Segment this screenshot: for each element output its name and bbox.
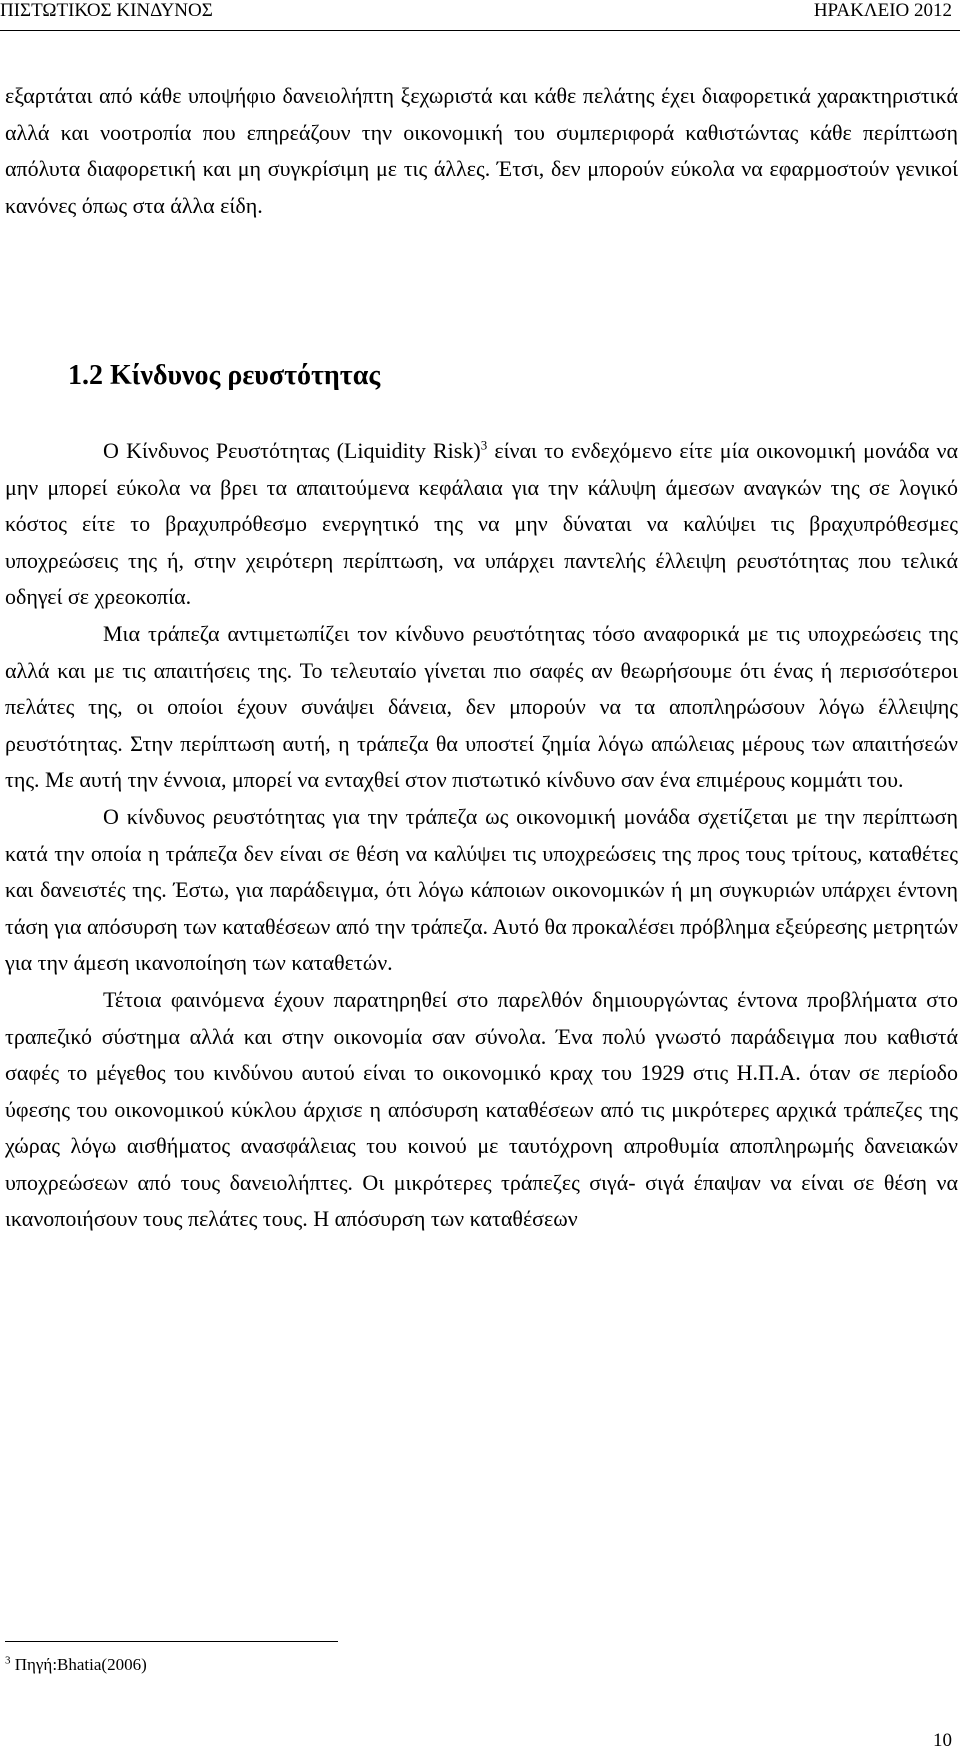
header-place-year: ΗΡΑΚΛΕΙΟ 2012 xyxy=(813,0,952,21)
intro-paragraph: εξαρτάται από κάθε υποψήφιο δανειολήπτη ξεχωριστά και κάθε πελάτης έχει διαφορετικά χαρακτηριστικά αλλά και νοοτροπία που επηρεάζουν την οικονομική του συμπεριφορά καθιστώντας κάθε περίπτωση απόλυτα διαφορετική και μη συγκρίσιμη με τις άλλες. Έτσι, δεν μπορούν εύκολα να εφαρμοστούν γενικοί κανόνες όπως στα άλλα είδη. xyxy=(5,83,958,218)
page-number: 10 xyxy=(933,1730,952,1751)
paragraph-1-start: Ο Κίνδυνος Ρευστότητας (Liquidity Risk) xyxy=(103,438,481,463)
paragraph-1-rest: είναι το ενδεχόμενο είτε μία οικονομική μονάδα να μην μπορεί εύκολα να βρει τα απαιτούμενα κεφάλαια για την κάλυψη άμεσων αναγκών της σε λογικό κόστος είτε το βραχυπρόθεσμο ενεργητικό της να μην δύναται να καλύψει τις βραχυπρόθεσμες υποχρεώσεις της ή, στην χειρότερη περίπτωση, να υπάρχει παντελής έλλειψη ρευστότητας που τελικά οδηγεί σε χρεοκοπία. xyxy=(5,438,958,610)
section-paragraph-1 xyxy=(5,433,958,616)
footnote-text: Πηγή:Bhatia(2006) xyxy=(10,1655,147,1674)
section-body xyxy=(5,433,958,1238)
footnote-marker: 3 xyxy=(5,1654,11,1667)
page-header xyxy=(0,0,960,31)
footnote xyxy=(5,1655,147,1675)
section-paragraph-3: Ο κίνδυνος ρευστότητας για την τράπεζα ως οικονομική μονάδα σχετίζεται με την περίπτωση κατά την οποία η τράπεζα δεν είναι σε θέση να καλύψει τις υποχρεώσεις της προς τους τρίτους, καταθέτες και δανειστές της. Έστω, για παράδειγμα, ότι λόγω κάποιων οικονομικών ή μη συγκυριών υπάρχει έντονη τάση για απόσυρση των καταθέσεων από την τράπεζα. Αυτό θα προκαλέσει πρόβλημα εξεύρεσης μετρητών για την άμεση ικανοποίηση των καταθετών. xyxy=(5,803,958,976)
section-heading: 1.2 Κίνδυνος ρευστότητας xyxy=(68,360,381,391)
header-title: ΠΙΣΤΩΤΙΚΟΣ ΚΙΝΔΥΝΟΣ xyxy=(0,0,213,21)
section-paragraph-2: Μια τράπεζα αντιμετωπίζει τον κίνδυνο ρευστότητας τόσο αναφορικά με τις υποχρεώσεις της αλλά και με τις απαιτήσεις της. Το τελευταίο γίνεται πιο σαφές αν θεωρήσουμε ότι ένας ή περισσότεροι πελάτες της, οι οποίοι έχουν συνάψει δάνεια, δεν μπορούν να τα αποπληρώσουν λόγω έλλειψης ρευστότητας. Στην περίπτωση αυτή, η τράπεζα θα υποστεί ζημία λόγω απώλειας μέρους των απαιτήσεών της. Με αυτή την έννοια, μπορεί να ενταχθεί στον πιστωτικό κίνδυνο σαν ένα επιμέρους κομμάτι του. xyxy=(5,620,958,793)
intro-block xyxy=(5,78,958,224)
footnote-separator xyxy=(5,1641,338,1642)
section-paragraph-4: Τέτοια φαινόμενα έχουν παρατηρηθεί στο παρελθόν δημιουργώντας έντονα προβλήματα στο τραπεζικό σύστημα αλλά και στην οικονομία σαν σύνολα. Ένα πολύ γνωστό παράδειγμα που καθιστά σαφές το μέγεθος του κινδύνου αυτού είναι το οικονομικό κραχ του 1929 στις Η.Π.Α. όταν σε περίοδο ύφεσης του οικονομικού κύκλου άρχισε η απόσυρση καταθέσεων από τις μικρότερες αρχικά τράπεζες της χώρας λόγω αισθήματος ανασφάλειας του κοινού με ταυτόχρονη απροθυμία αποπληρωμής δανειακών υποχρεώσεων από τους δανειολήπτες. Οι μικρότερες τράπεζες σιγά- σιγά έπαψαν να είναι σε θέση να ικανοποιήσουν τους πελάτες τους. Η απόσυρση των καταθέσεων xyxy=(5,986,958,1232)
footnote-reference: 3 xyxy=(480,437,488,453)
